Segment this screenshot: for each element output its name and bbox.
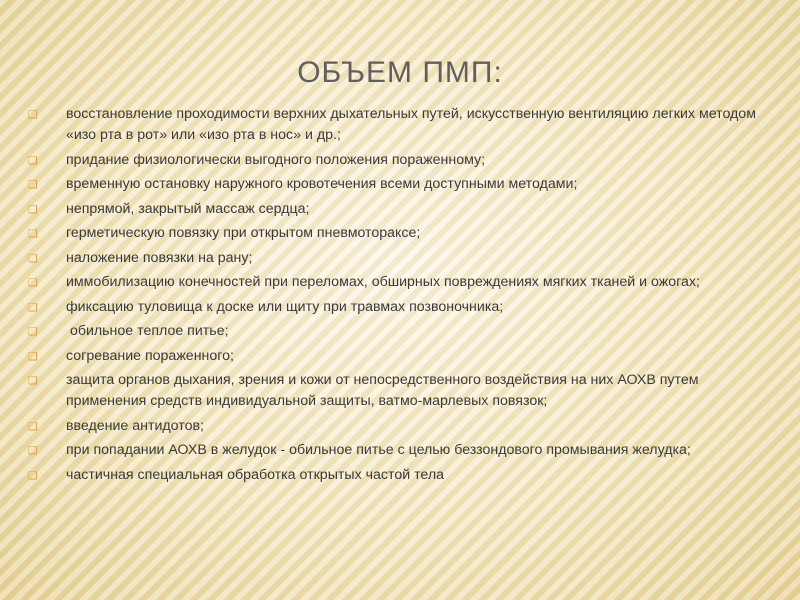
bullet-list — [24, 104, 776, 489]
list-item-text: обильное теплое питье; — [66, 323, 229, 339]
list-item — [24, 465, 776, 486]
bullet-marker-icon: ❑ — [28, 350, 38, 363]
list-item — [24, 297, 776, 318]
list-item — [24, 174, 776, 195]
list-item-text: восстановление проходимости верхних дыхательных путей, искусственную вентиляцию легких методом «изо рта в рот» или «изо рта в нос» и др.; — [66, 106, 756, 143]
list-item-text: введение антидотов; — [66, 417, 204, 434]
list-item — [24, 346, 776, 367]
list-item-text: защита органов дыхания, зрения и кожи от непосредственного воздействия на них АОХВ путем применения средств индивидуальной защиты, ватмо-марлевых повязок; — [66, 372, 699, 409]
bullet-marker-icon: ❑ — [28, 179, 38, 191]
list-item-text: иммобилизацию конечностей при переломах, обширных повреждениях мягких тканей и ожогах; — [66, 274, 700, 290]
bullet-marker-icon: ❑ — [28, 154, 38, 167]
list-item-text: герметическую повязку при открытом пневмотораксе; — [66, 225, 421, 241]
list-item-text: фиксацию туловища к доске или щиту при травмах позвоночника; — [66, 298, 504, 315]
bullet-marker-icon: ❑ — [28, 420, 38, 433]
list-item-text: частичная специальная обработка открытых частой тела — [66, 466, 445, 483]
list-item-text: согревание пораженного; — [66, 347, 234, 364]
bullet-marker-icon: ❑ — [28, 445, 38, 457]
bullet-marker-icon: ❑ — [28, 277, 38, 289]
list-item-text: временную остановку наружного кровотечения всеми доступными методами; — [66, 176, 578, 192]
list-item — [24, 321, 776, 342]
bullet-marker-icon: ❑ — [28, 109, 38, 121]
bullet-marker-icon: ❑ — [28, 252, 38, 265]
bullet-marker-icon: ❑ — [28, 301, 38, 314]
bullet-marker-icon: ❑ — [28, 203, 38, 216]
list-item — [24, 248, 776, 269]
bullet-marker-icon: ❑ — [28, 326, 38, 338]
bullet-marker-icon: ❑ — [28, 228, 38, 240]
list-item — [24, 223, 776, 244]
list-item-text: придание физиологически выгодного положения пораженному; — [66, 151, 486, 168]
list-item-text: наложение повязки на рану; — [66, 249, 253, 266]
list-item — [24, 440, 776, 461]
slide-title: ОБЪЕМ ПМП: — [297, 56, 503, 89]
list-item — [24, 104, 776, 146]
list-item-text: при попадании АОХВ в желудок - обильное питье с целью беззондового промывания желудка; — [66, 442, 691, 458]
list-item-text: непрямой, закрытый массаж сердца; — [66, 200, 310, 217]
list-item — [24, 199, 776, 220]
list-item — [24, 416, 776, 437]
list-item — [24, 272, 776, 293]
bullet-marker-icon: ❑ — [28, 469, 38, 482]
list-item — [24, 370, 776, 412]
list-item — [24, 150, 776, 171]
bullet-marker-icon: ❑ — [28, 375, 38, 387]
